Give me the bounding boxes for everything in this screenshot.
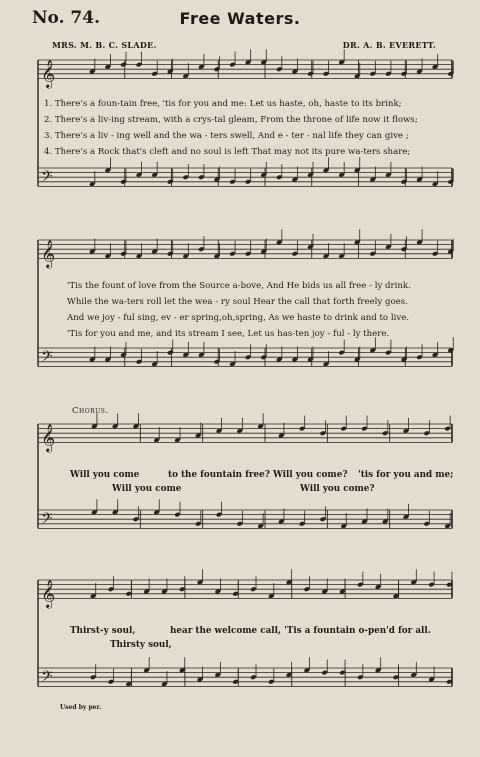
chorus-lyric: 'tis for you and me; — [358, 470, 454, 480]
treble-clef-icon: 𝄞 — [41, 239, 56, 268]
verse-line: 4. There's a Rock that's cleft and no soul is left That may not its pure wa-ters share; — [44, 147, 411, 157]
treble-clef-icon: 𝄞 — [41, 59, 56, 88]
verse-line: 'Tis for you and me, and its stream I see, Let us has-ten joy - ful - ly there. — [67, 329, 390, 339]
verse-line: And we joy - ful sing, ev - er spring,oh,spring, As we haste to drink and to live. — [67, 313, 410, 323]
bass-clef-icon: 𝄢 — [41, 509, 53, 531]
chorus-lyric: to the fountain free? Will you come? — [168, 470, 348, 480]
bass-clef-icon: 𝄢 — [41, 347, 53, 369]
hymn-number: No. 74. — [32, 8, 100, 28]
verses-block-2 — [67, 278, 457, 342]
hymn-title: Free Waters. — [179, 9, 301, 28]
bass-clef-icon: 𝄢 — [41, 667, 53, 689]
bass-clef-icon: 𝄢 — [41, 167, 53, 189]
footnote: Used by per. — [60, 704, 102, 711]
chorus-lyric: hear the welcome call, 'Tis a fountain o-pen'd for all. — [170, 626, 431, 636]
treble-clef-icon: 𝄞 — [41, 579, 56, 608]
verse-line: 'Tis the fount of love from the Source a-bove, And He bids us all free - ly drink. — [67, 281, 411, 291]
verses-block-1 — [44, 96, 456, 160]
verse-line: 1. There's a foun-tain free, 'tis for you and me: Let us haste, oh, haste to its brink; — [44, 99, 402, 109]
chorus-lyric: Thirsty soul, — [110, 640, 172, 650]
chorus-lyric: Will you come — [70, 470, 140, 480]
treble-clef-icon: 𝄞 — [41, 423, 56, 452]
chorus-lyric: Will you come? — [300, 484, 375, 494]
chorus-label: Chorus. — [72, 406, 109, 416]
chorus-lyric: Thirst-y soul, — [70, 626, 136, 636]
verse-line: While the wa-ters roll let the wea - ry soul Hear the call that forth freely goes. — [67, 297, 408, 307]
lyricist-credit: MRS. M. B. C. SLADE. — [52, 40, 157, 50]
composer-credit: DR. A. B. EVERETT. — [342, 40, 436, 50]
verse-line: 3. There's a liv - ing well and the wa - ters swell, And e - ter - nal life they can give ; — [44, 131, 409, 141]
verse-line: 2. There's a liv-ing stream, with a crys-tal gleam, From the throne of life now it flows; — [44, 115, 418, 125]
chorus-lyric: Will you come — [112, 484, 182, 494]
